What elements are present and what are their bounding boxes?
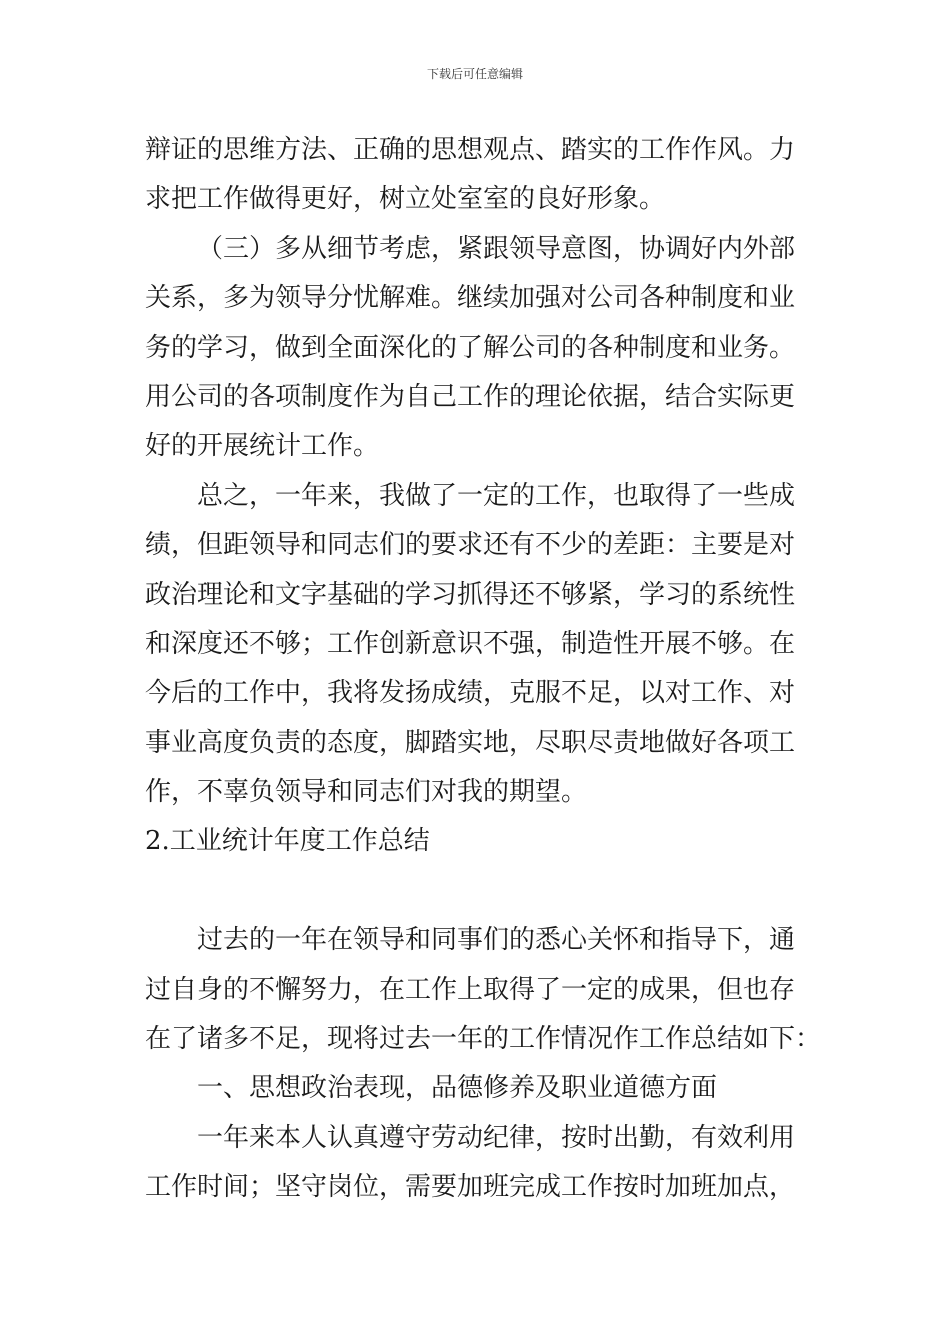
page-header-note: 下载后可任意编辑 — [426, 67, 523, 81]
text-line: 过去的一年在领导和同事们的悉心关怀和指导下，通 — [197, 925, 796, 956]
text-line: 关系，多为领导分忧解难。继续加强对公司各种制度和业 — [145, 283, 796, 314]
section-heading: 2.工业统计年度工作总结 — [145, 826, 430, 857]
text-line: 一年来本人认真遵守劳动纪律，按时出勤，有效利用 — [197, 1122, 796, 1153]
text-line: 辩证的思维方法、正确的思想观点、踏实的工作作风。力 — [145, 135, 796, 165]
text-line: 和深度还不够；工作创新意识不强，制造性开展不够。在 — [145, 628, 796, 659]
text-line: 好的开展统计工作。 — [145, 431, 380, 462]
text-line: 过自身的不懈努力，在工作上取得了一定的成果，但也存 — [145, 974, 796, 1005]
blank-line — [145, 867, 810, 916]
text-line: 绩，但距领导和同志们的要求还有不少的差距：主要是对 — [145, 530, 796, 561]
text-line: 务的学习，做到全面深化的了解公司的各种制度和业务。 — [145, 332, 796, 363]
text-line: 总之，一年来，我做了一定的工作，也取得了一些成 — [197, 480, 796, 511]
subsection-heading: 一、思想政治表现，品德修养及职业道德方面 — [197, 1073, 718, 1104]
text-line: 用公司的各项制度作为自己工作的理论依据，结合实际更 — [145, 381, 796, 412]
document-body — [145, 126, 822, 1213]
text-line: 今后的工作中，我将发扬成绩，克服不足，以对工作、对 — [145, 678, 796, 709]
text-line: 政治理论和文字基础的学习抓得还不够紧，学习的系统性 — [145, 579, 796, 610]
text-line: 在了诸多不足，现将过去一年的工作情况作工作总结如下： — [145, 1024, 822, 1055]
text-line: 求把工作做得更好，树立处室室的良好形象。 — [145, 184, 666, 215]
text-line: 事业高度负责的态度，脚踏实地，尽职尽责地做好各项工 — [145, 727, 796, 758]
text-line: 工作时间；坚守岗位，需要加班完成工作按时加班加点， — [145, 1172, 796, 1203]
text-line: 作，不辜负领导和同志们对我的期望。 — [145, 777, 588, 808]
text-line: （三）多从细节考虑，紧跟领导意图，协调好内外部 — [197, 233, 796, 264]
